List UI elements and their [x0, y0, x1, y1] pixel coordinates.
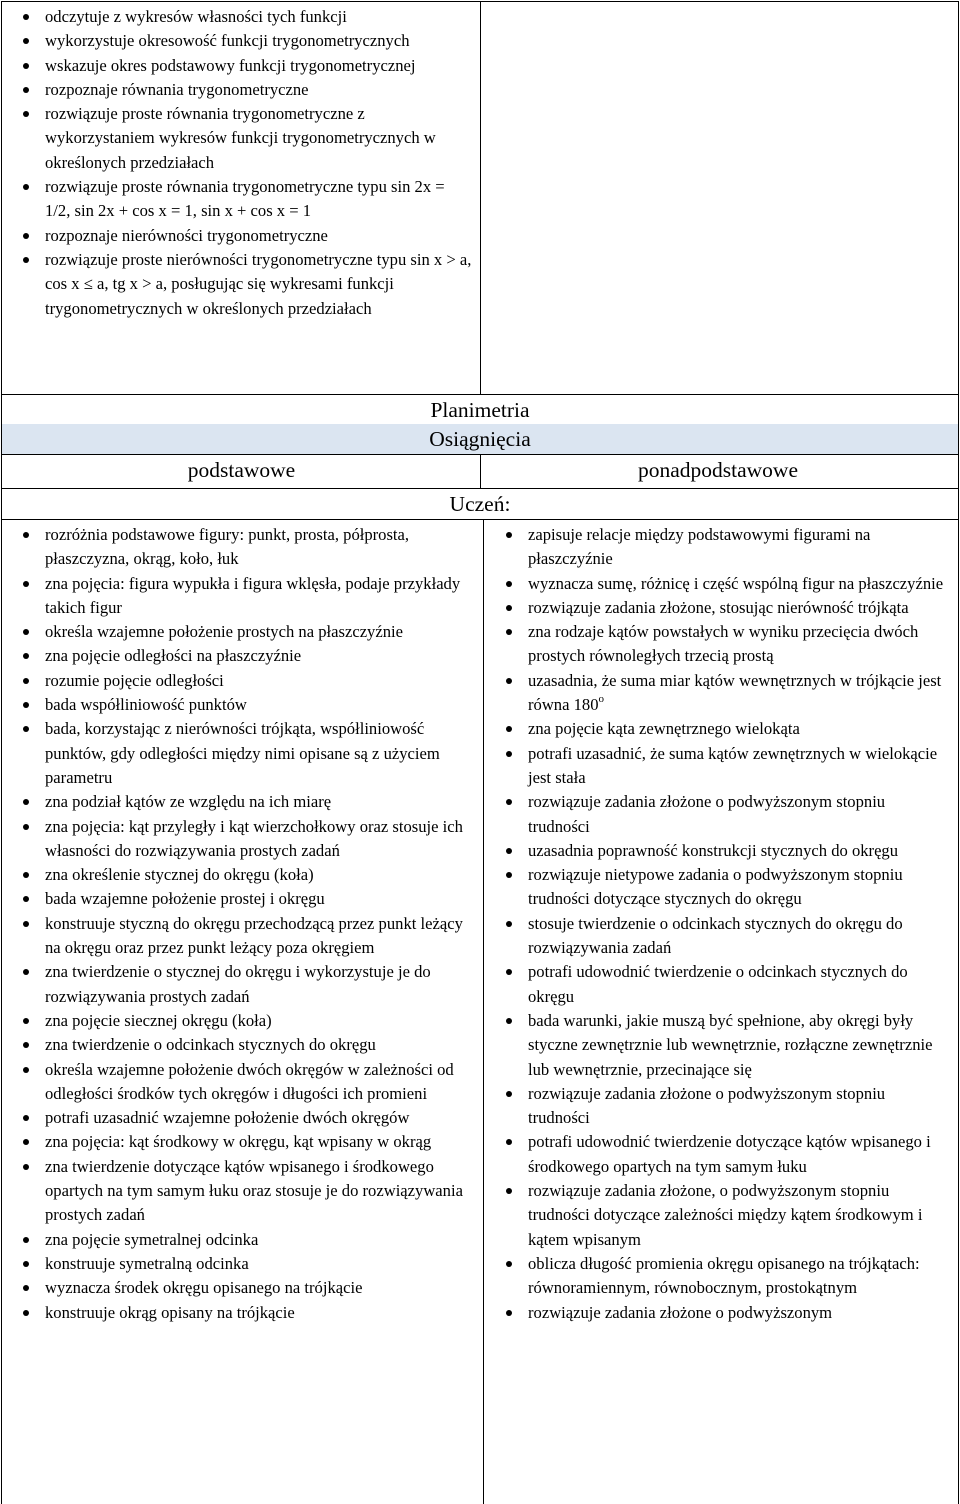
list-item: stosuje twierdzenie o odcinkach stycznych do okręgu do rozwiązywania zadań [497, 912, 947, 961]
list-item: rozwiązuje nietypowe zadania o podwyższonym stopniu trudności dotyczące stycznych do okręgu [497, 863, 947, 912]
list-item: bada, korzystając z nierówności trójkąta, współliniowość punktów, gdy odległości między nimi opisane są z użyciem parametru [14, 717, 476, 790]
list-item: zna pojęcia: kąt środkowy w okręgu, kąt wpisany w okrąg [14, 1130, 476, 1154]
list-item: oblicza długość promienia okręgu opisanego na trójkątach: równoramiennym, równobocznym, prostokątnym [497, 1252, 947, 1301]
list-item: określa wzajemne położenie dwóch okręgów w zależności od odległości środków tych okręgów i długości ich promieni [14, 1058, 476, 1107]
top-column-divider [480, 1, 481, 395]
list-item: konstruuje symetralną odcinka [14, 1252, 476, 1276]
list-item: rozwiązuje zadania złożone o podwyższonym stopniu trudności [497, 1082, 947, 1131]
list-item: wyznacza sumę, różnicę i część wspólną figur na płaszczyźnie [497, 572, 947, 596]
list-item: wyznacza środek okręgu opisanego na trójkącie [14, 1276, 476, 1300]
list-item: potrafi uzasadnić, że suma kątów zewnętrznych w wielokącie jest stała [497, 742, 947, 791]
list-item: zna twierdzenie o stycznej do okręgu i wykorzystuje je do rozwiązywania prostych zadań [14, 960, 476, 1009]
list-item: bada współliniowość punktów [14, 693, 476, 717]
list-item: rozwiązuje proste równania trygonometryczne typu sin 2x = 1/2, sin 2x + cos x = 1, sin x + cos x = 1 [14, 175, 472, 224]
column-header-basic: podstawowe [187, 458, 296, 482]
list-item: potrafi uzasadnić wzajemne położenie dwóch okręgów [14, 1106, 476, 1130]
list-item: wskazuje okres podstawowy funkcji trygonometrycznej [14, 54, 472, 78]
list-item: zna pojęcia: kąt przyległy i kąt wierzchołkowy oraz stosuje ich własności do rozwiązywania prostych zadań [14, 815, 476, 864]
list-item: zna pojęcie odległości na płaszczyźnie [14, 644, 476, 668]
list-item: rozwiązuje zadania złożone, stosując nierówność trójkąta [497, 596, 947, 620]
list-item: zapisuje relacje między podstawowymi figurami na płaszczyźnie [497, 523, 947, 572]
list-item: bada warunki, jakie muszą być spełnione, aby okręgi były styczne zewnętrznie lub wewnętrznie, rozłączne zewnętrznie lub wewnętrznie, przecinające się [497, 1009, 947, 1082]
list-item: rozpoznaje nierówności trygonometryczne [14, 224, 472, 248]
list-item: określa wzajemne położenie prostych na płaszczyźnie [14, 620, 476, 644]
list-item: rozwiązuje zadania złożone o podwyższonym [497, 1301, 947, 1325]
planimetry-column-divider [483, 519, 484, 1504]
list-item: rozwiązuje proste nierówności trygonometryczne typu sin x > a, cos x ≤ a, tg x > a, posługując się wykresami funkcji trygonometrycznych w określonych przedziałach [14, 248, 472, 321]
list-item: zna pojęcia: figura wypukła i figura wklęsła, podaje przykłady takich figur [14, 572, 476, 621]
list-item: rozróżnia podstawowe figury: punkt, prosta, półprosta, płaszczyzna, okrąg, koło, łuk [14, 523, 476, 572]
list-item: zna twierdzenie o odcinkach stycznych do okręgu [14, 1033, 476, 1057]
list-item: zna twierdzenie dotyczące kątów wpisanego i środkowego opartych na tym samym łuku oraz stosuje je do rozwiązywania prostych zadań [14, 1155, 476, 1228]
list-item: wykorzystuje okresowość funkcji trygonometrycznych [14, 29, 472, 53]
list-item: rozpoznaje równania trygonometryczne [14, 78, 472, 102]
list-item: potrafi udowodnić twierdzenie o odcinkach stycznych do okręgu [497, 960, 947, 1009]
section-subtitle: Osiągnięcia [429, 427, 531, 451]
list-item: konstruuje styczną do okręgu przechodzącą przez punkt leżący na okręgu oraz przez punkt leżący poza okręgiem [14, 912, 476, 961]
student-label: Uczeń: [449, 492, 511, 516]
list-item: konstruuje okrąg opisany na trójkącie [14, 1301, 476, 1325]
list-item: uzasadnia poprawność konstrukcji stycznych do okręgu [497, 839, 947, 863]
list-item: rozwiązuje zadania złożone o podwyższonym stopniu trudności [497, 790, 947, 839]
list-item: zna podział kątów ze względu na ich miarę [14, 790, 476, 814]
list-item: zna rodzaje kątów powstałych w wyniku przecięcia dwóch prostych równoległych trzecią prostą [497, 620, 947, 669]
top-left-list [14, 5, 472, 321]
list-item: rozwiązuje proste równania trygonometryczne z wykorzystaniem wykresów funkcji trygonometrycznych w określonych przedziałach [14, 102, 472, 175]
list-item: zna pojęcie symetralnej odcinka [14, 1228, 476, 1252]
degree-mark: o [598, 693, 605, 706]
list-item: odczytuje z wykresów własności tych funkcji [14, 5, 472, 29]
list-item: rozwiązuje zadania złożone, o podwyższonym stopniu trudności dotyczące zależności między kątem środkowym i kątem wpisanym [497, 1179, 947, 1252]
list-item: zna pojęcie siecznej okręgu (koła) [14, 1009, 476, 1033]
list-item: zna określenie stycznej do okręgu (koła) [14, 863, 476, 887]
list-item: potrafi udowodnić twierdzenie dotyczące kątów wpisanego i środkowego opartych na tym samym łuku [497, 1130, 947, 1179]
column-header-advanced: ponadpodstawowe [637, 458, 799, 482]
list-item: bada wzajemne położenie prostej i okręgu [14, 887, 476, 911]
list-item: rozumie pojęcie odległości [14, 669, 476, 693]
section-title: Planimetria [430, 398, 530, 422]
basic-requirements-list [14, 523, 476, 1325]
list-item: zna pojęcie kąta zewnętrznego wielokąta [497, 717, 947, 741]
list-item: uzasadnia, że suma miar kątów wewnętrznych w trójkącie jest równa 180$^o$ [497, 669, 947, 718]
advanced-requirements-list [497, 523, 947, 1325]
